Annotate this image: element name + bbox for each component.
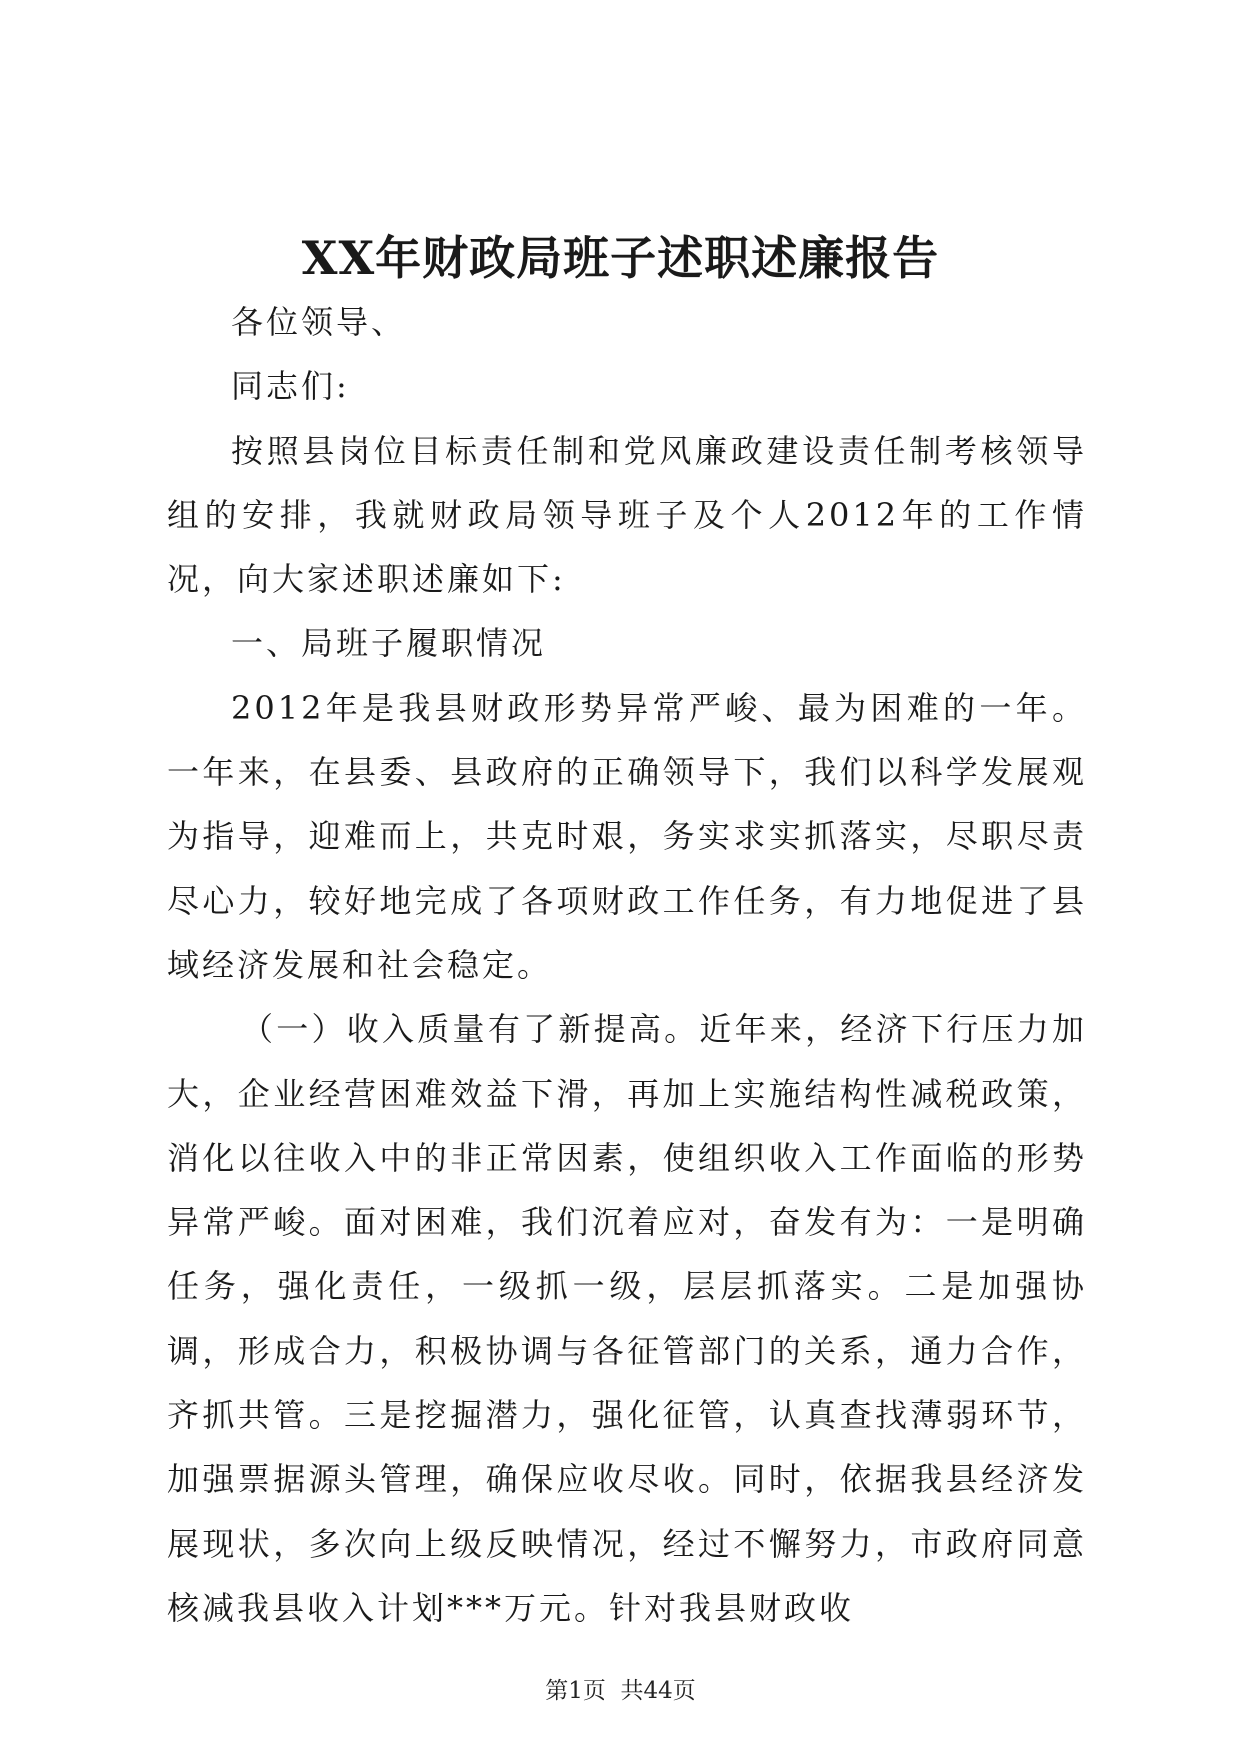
footer-total-pages: 44 xyxy=(643,1678,673,1704)
section-heading: 一、局班子履职情况 xyxy=(231,624,547,663)
revenue-paragraph: （一）收入质量有了新提高。近年来，经济下行压力加大，企业经营困难效益下滑，再加上实施结构性减税政策，消化以往收入中的非正常因素，使组织收入工作面临的形势异常严峻。面对困难，我们沉着应对，奋发有为：一是明确任务，强化责任，一级抓一级，层层抓落实。二是加强协调，形成合力，积极协调与各征管部门的关系，通力合作，齐抓共管。三是挖掘潜力，强化征管，认真查找薄弱环节，加强票据源头管理，确保应收尽收。同时，依据我县经济发展现状，多次向上级反映情况，经过不懈努力，市政府同意核减我县收入计划***万元。针对我县财政收 xyxy=(167,1010,1087,1627)
footer-page-number: 1 xyxy=(568,1678,583,1704)
footer-prefix: 第 xyxy=(545,1678,569,1704)
salutation-line-2: 同志们: xyxy=(231,367,350,406)
overview-paragraph: 2012年是我县财政形势异常严峻、最为困难的一年。一年来，在县委、县政府的正确领导下，我们以科学发展观为指导，迎难而上，共克时艰，务实求实抓落实，尽职尽责尽心力，较好地完成了各项财政工作任务，有力地促进了县域经济发展和社会稳定。 xyxy=(167,688,1087,984)
page-footer xyxy=(0,1672,1241,1705)
salutation-line-1: 各位领导、 xyxy=(231,303,407,341)
document-body xyxy=(167,290,1087,1640)
document-title: XX年财政局班子述职述廉报告 xyxy=(301,231,940,285)
footer-total-prefix: 共 xyxy=(620,1678,644,1704)
intro-paragraph: 按照县岗位目标责任制和党风廉政建设责任制考核领导组的安排，我就财政局领导班子及个人2012年的工作情况，向大家述职述廉如下: xyxy=(167,431,1087,599)
footer-total-suffix: 页 xyxy=(672,1678,696,1704)
footer-page-suffix: 页 xyxy=(582,1678,606,1704)
